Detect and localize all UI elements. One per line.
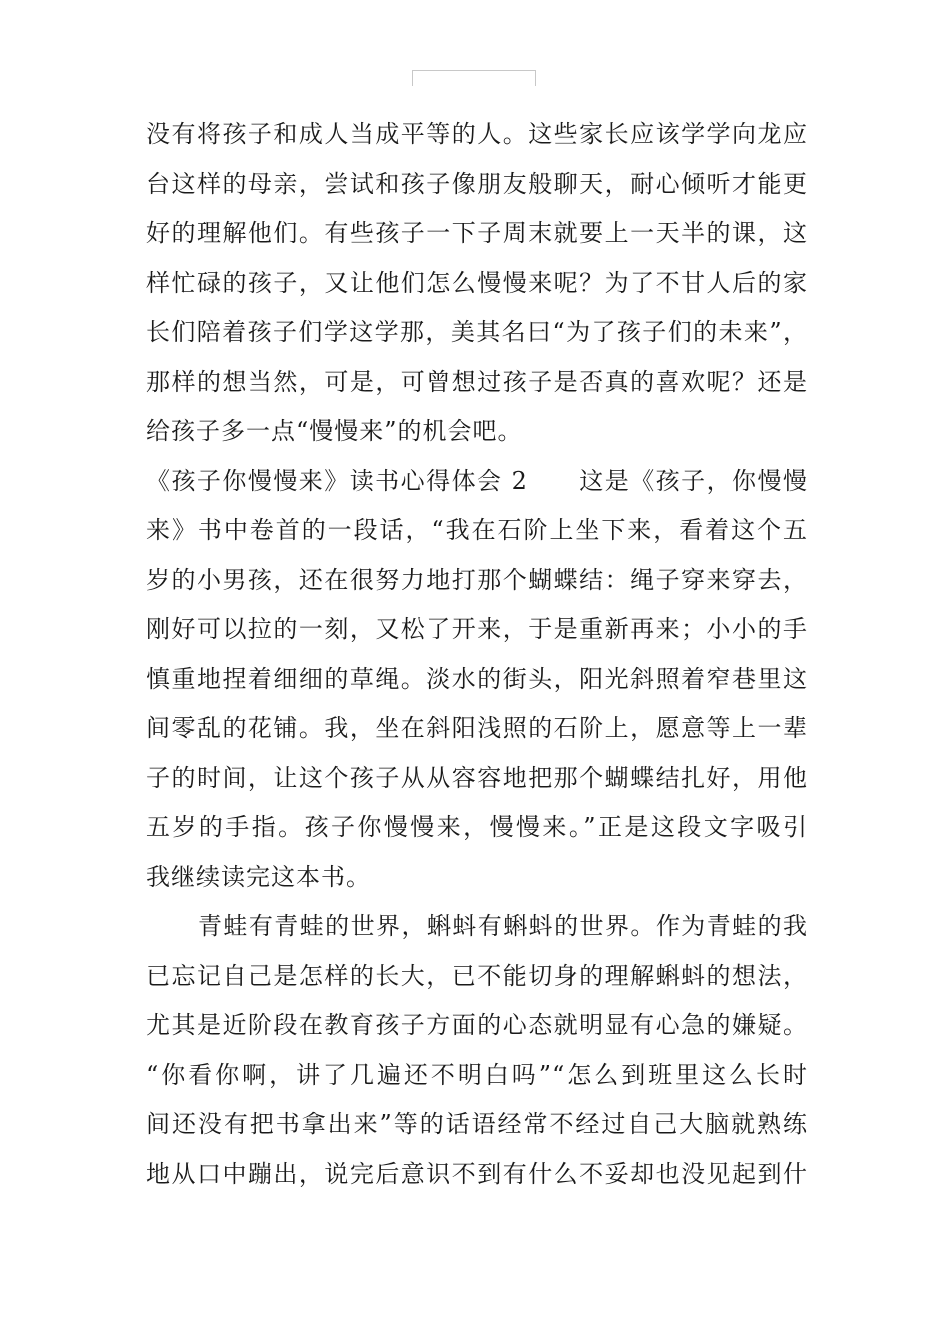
text-line: 长们陪着孩子们学这学那，美其名曰“为了孩子们的未来”， — [146, 318, 808, 346]
text-line: 刚好可以拉的一刻，又松了开来，于是重新再来；小小的手 — [146, 615, 808, 643]
text-line: 尤其是近阶段在教育孩子方面的心态就明显有心急的嫌疑。 — [146, 1011, 808, 1039]
text-line: 已忘记自己是怎样的长大，已不能切身的理解蝌蚪的想法， — [146, 961, 808, 990]
text-line: 地从口中蹦出，说完后意识不到有什么不妥却也没见起到什 — [146, 1159, 808, 1188]
text-line: “你看你啊，讲了几遍还不明白吗”“怎么到班里这么长时 — [146, 1060, 808, 1089]
text-line: 没有将孩子和成人当成平等的人。这些家长应该学学向龙应 — [146, 120, 808, 148]
body-text — [146, 110, 808, 1199]
text-line: 那样的想当然，可是，可曾想过孩子是否真的喜欢呢？还是 — [146, 367, 808, 396]
text-line: 来》书中卷首的一段话，“我在石阶上坐下来，看着这个五 — [146, 516, 808, 544]
section-heading-line: 《孩子你慢慢来》读书心得体会 2 这是《孩子，你慢慢 — [146, 466, 808, 495]
text-line: 岁的小男孩，还在很努力地打那个蝴蝶结：绳子穿来穿去， — [146, 565, 808, 594]
paragraph-start-line: 青蛙有青蛙的世界，蝌蚪有蝌蚪的世界。作为青蛙的我 — [198, 912, 808, 940]
text-line: 样忙碌的孩子，又让他们怎么慢慢来呢？为了不甘人后的家 — [146, 268, 808, 297]
text-line: 慎重地捏着细细的草绳。淡水的街头，阳光斜照着窄巷里这 — [146, 664, 808, 693]
text-line: 给孩子多一点“慢慢来”的机会吧。 — [146, 417, 523, 445]
text-line: 间还没有把书拿出来”等的话语经常不经过自己大脑就熟练 — [146, 1110, 808, 1138]
header-mark — [412, 70, 536, 86]
text-line: 间零乱的花铺。我，坐在斜阳浅照的石阶上，愿意等上一辈 — [146, 714, 808, 742]
text-line: 好的理解他们。有些孩子一下子周末就要上一天半的课，这 — [146, 219, 808, 247]
text-line: 台这样的母亲，尝试和孩子像朋友般聊天，耐心倾听才能更 — [146, 169, 808, 198]
text-line: 五岁的手指。孩子你慢慢来，慢慢来。”正是这段文字吸引 — [146, 813, 808, 841]
text-line: 我继续读完这本书。 — [146, 862, 371, 891]
text-line: 子的时间，让这个孩子从从容容地把那个蝴蝶结扎好，用他 — [146, 763, 808, 792]
